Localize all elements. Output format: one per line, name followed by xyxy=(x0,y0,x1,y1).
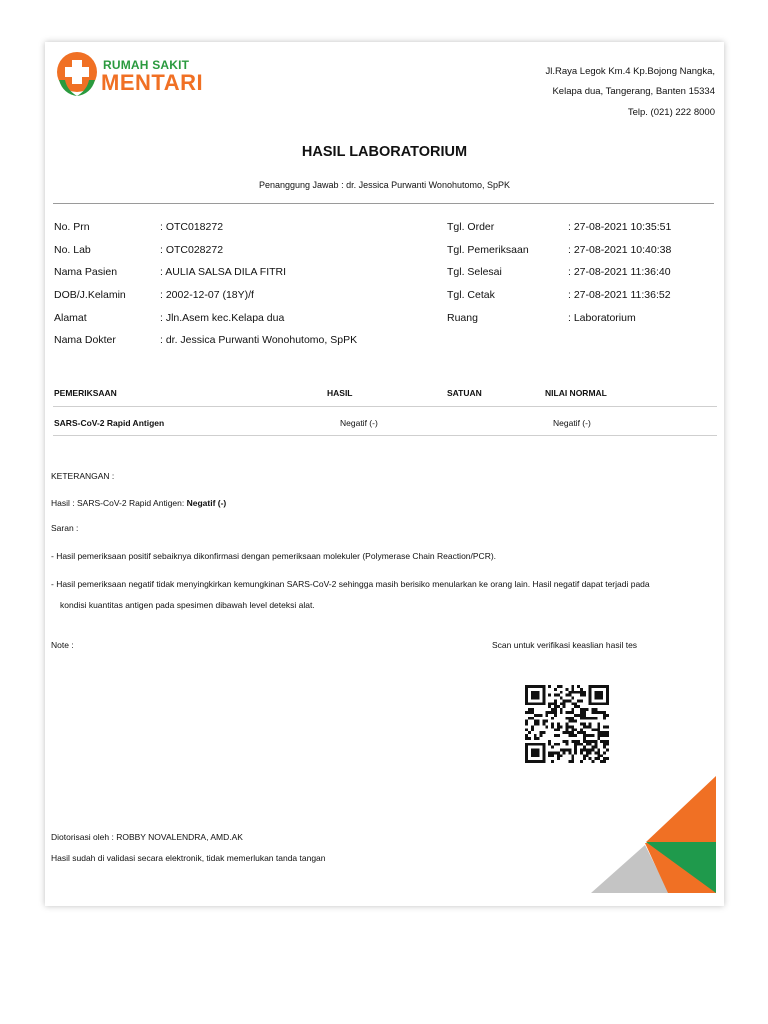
test-name: SARS-CoV-2 Rapid Antigen xyxy=(54,418,165,428)
column-header-hasil: HASIL xyxy=(327,388,353,398)
info-value: : 27-08-2021 10:35:51 xyxy=(568,221,672,233)
info-label: Nama Pasien xyxy=(54,266,118,278)
info-value: : 2002-12-07 (18Y)/f xyxy=(160,289,254,301)
phone-number: Telp. (021) 222 8000 xyxy=(627,107,715,118)
info-label: Tgl. Cetak xyxy=(447,289,495,301)
advice-item-2-continued: kondisi kuantitas antigen pada spesimen dibawah level deteksi alat. xyxy=(60,600,315,610)
info-label: Ruang xyxy=(447,312,478,324)
info-label: Tgl. Pemeriksaan xyxy=(447,244,529,256)
info-value: : AULIA SALSA DILA FITRI xyxy=(160,266,287,278)
authorized-by: Diotorisasi oleh : ROBBY NOVALENDRA, AMD.AK xyxy=(51,832,243,842)
info-label: DOB/J.Kelamin xyxy=(54,289,126,301)
info-value: : dr. Jessica Purwanti Wonohutomo, SpPK xyxy=(160,334,358,346)
test-result: Negatif (-) xyxy=(340,418,378,428)
info-label: No. Prn xyxy=(54,221,90,233)
saran-heading: Saran : xyxy=(51,523,79,533)
info-value: : 27-08-2021 10:40:38 xyxy=(568,244,672,256)
address-line-1: Jl.Raya Legok Km.4 Kp.Bojong Nangka, xyxy=(545,66,715,77)
advice-item-2: - Hasil pemeriksaan negatif tidak menyingkirkan kemungkinan SARS-CoV-2 sehingga masih berisiko menularkan ke orang lain. Hasil negatif dapat terjadi pada xyxy=(51,579,650,589)
column-header-pemeriksaan: PEMERIKSAAN xyxy=(54,388,117,398)
address-line-2: Kelapa dua, Tangerang, Banten 15334 xyxy=(552,86,715,97)
keterangan-heading: KETERANGAN : xyxy=(51,471,115,481)
info-value: : 27-08-2021 11:36:52 xyxy=(568,289,671,301)
info-label: Tgl. Selesai xyxy=(447,266,502,278)
logo-text-main: MENTARI xyxy=(101,70,204,95)
responsible-doctor: Penanggung Jawab : dr. Jessica Purwanti Wonohutomo, SpPK xyxy=(259,180,510,190)
info-value: : OTC018272 xyxy=(160,221,224,233)
deco-orange-upper xyxy=(646,776,716,842)
test-normal-value: Negatif (-) xyxy=(553,418,591,428)
info-label: Tgl. Order xyxy=(447,221,495,233)
info-label: No. Lab xyxy=(54,244,91,256)
result-summary-value: Negatif (-) xyxy=(186,498,227,508)
scan-instruction: Scan untuk verifikasi keaslian hasil tes xyxy=(492,640,638,650)
note-label: Note : xyxy=(51,640,74,650)
logo-text-top: RUMAH SAKIT xyxy=(103,58,190,72)
result-summary-prefix: Hasil : SARS-CoV-2 Rapid Antigen: xyxy=(51,498,187,508)
info-value: : 27-08-2021 11:36:40 xyxy=(568,266,671,278)
info-label: Alamat xyxy=(54,312,87,324)
corner-decoration xyxy=(45,42,724,906)
document-title: HASIL LABORATORIUM xyxy=(301,144,468,160)
validation-note: Hasil sudah di validasi secara elektronik, tidak memerlukan tanda tangan xyxy=(51,853,326,863)
lab-report-page xyxy=(45,42,724,906)
info-value: : Jln.Asem kec.Kelapa dua xyxy=(160,312,285,324)
info-value: : Laboratorium xyxy=(568,312,636,324)
info-label: Nama Dokter xyxy=(54,334,116,346)
advice-item-1: - Hasil pemeriksaan positif sebaiknya dikonfirmasi dengan pemeriksaan molekuler (Polymerase Chain Reaction/PCR). xyxy=(51,551,497,561)
column-header-nilai-normal: NILAI NORMAL xyxy=(545,388,607,398)
column-header-satuan: SATUAN xyxy=(447,388,482,398)
info-value: : OTC028272 xyxy=(160,244,224,256)
